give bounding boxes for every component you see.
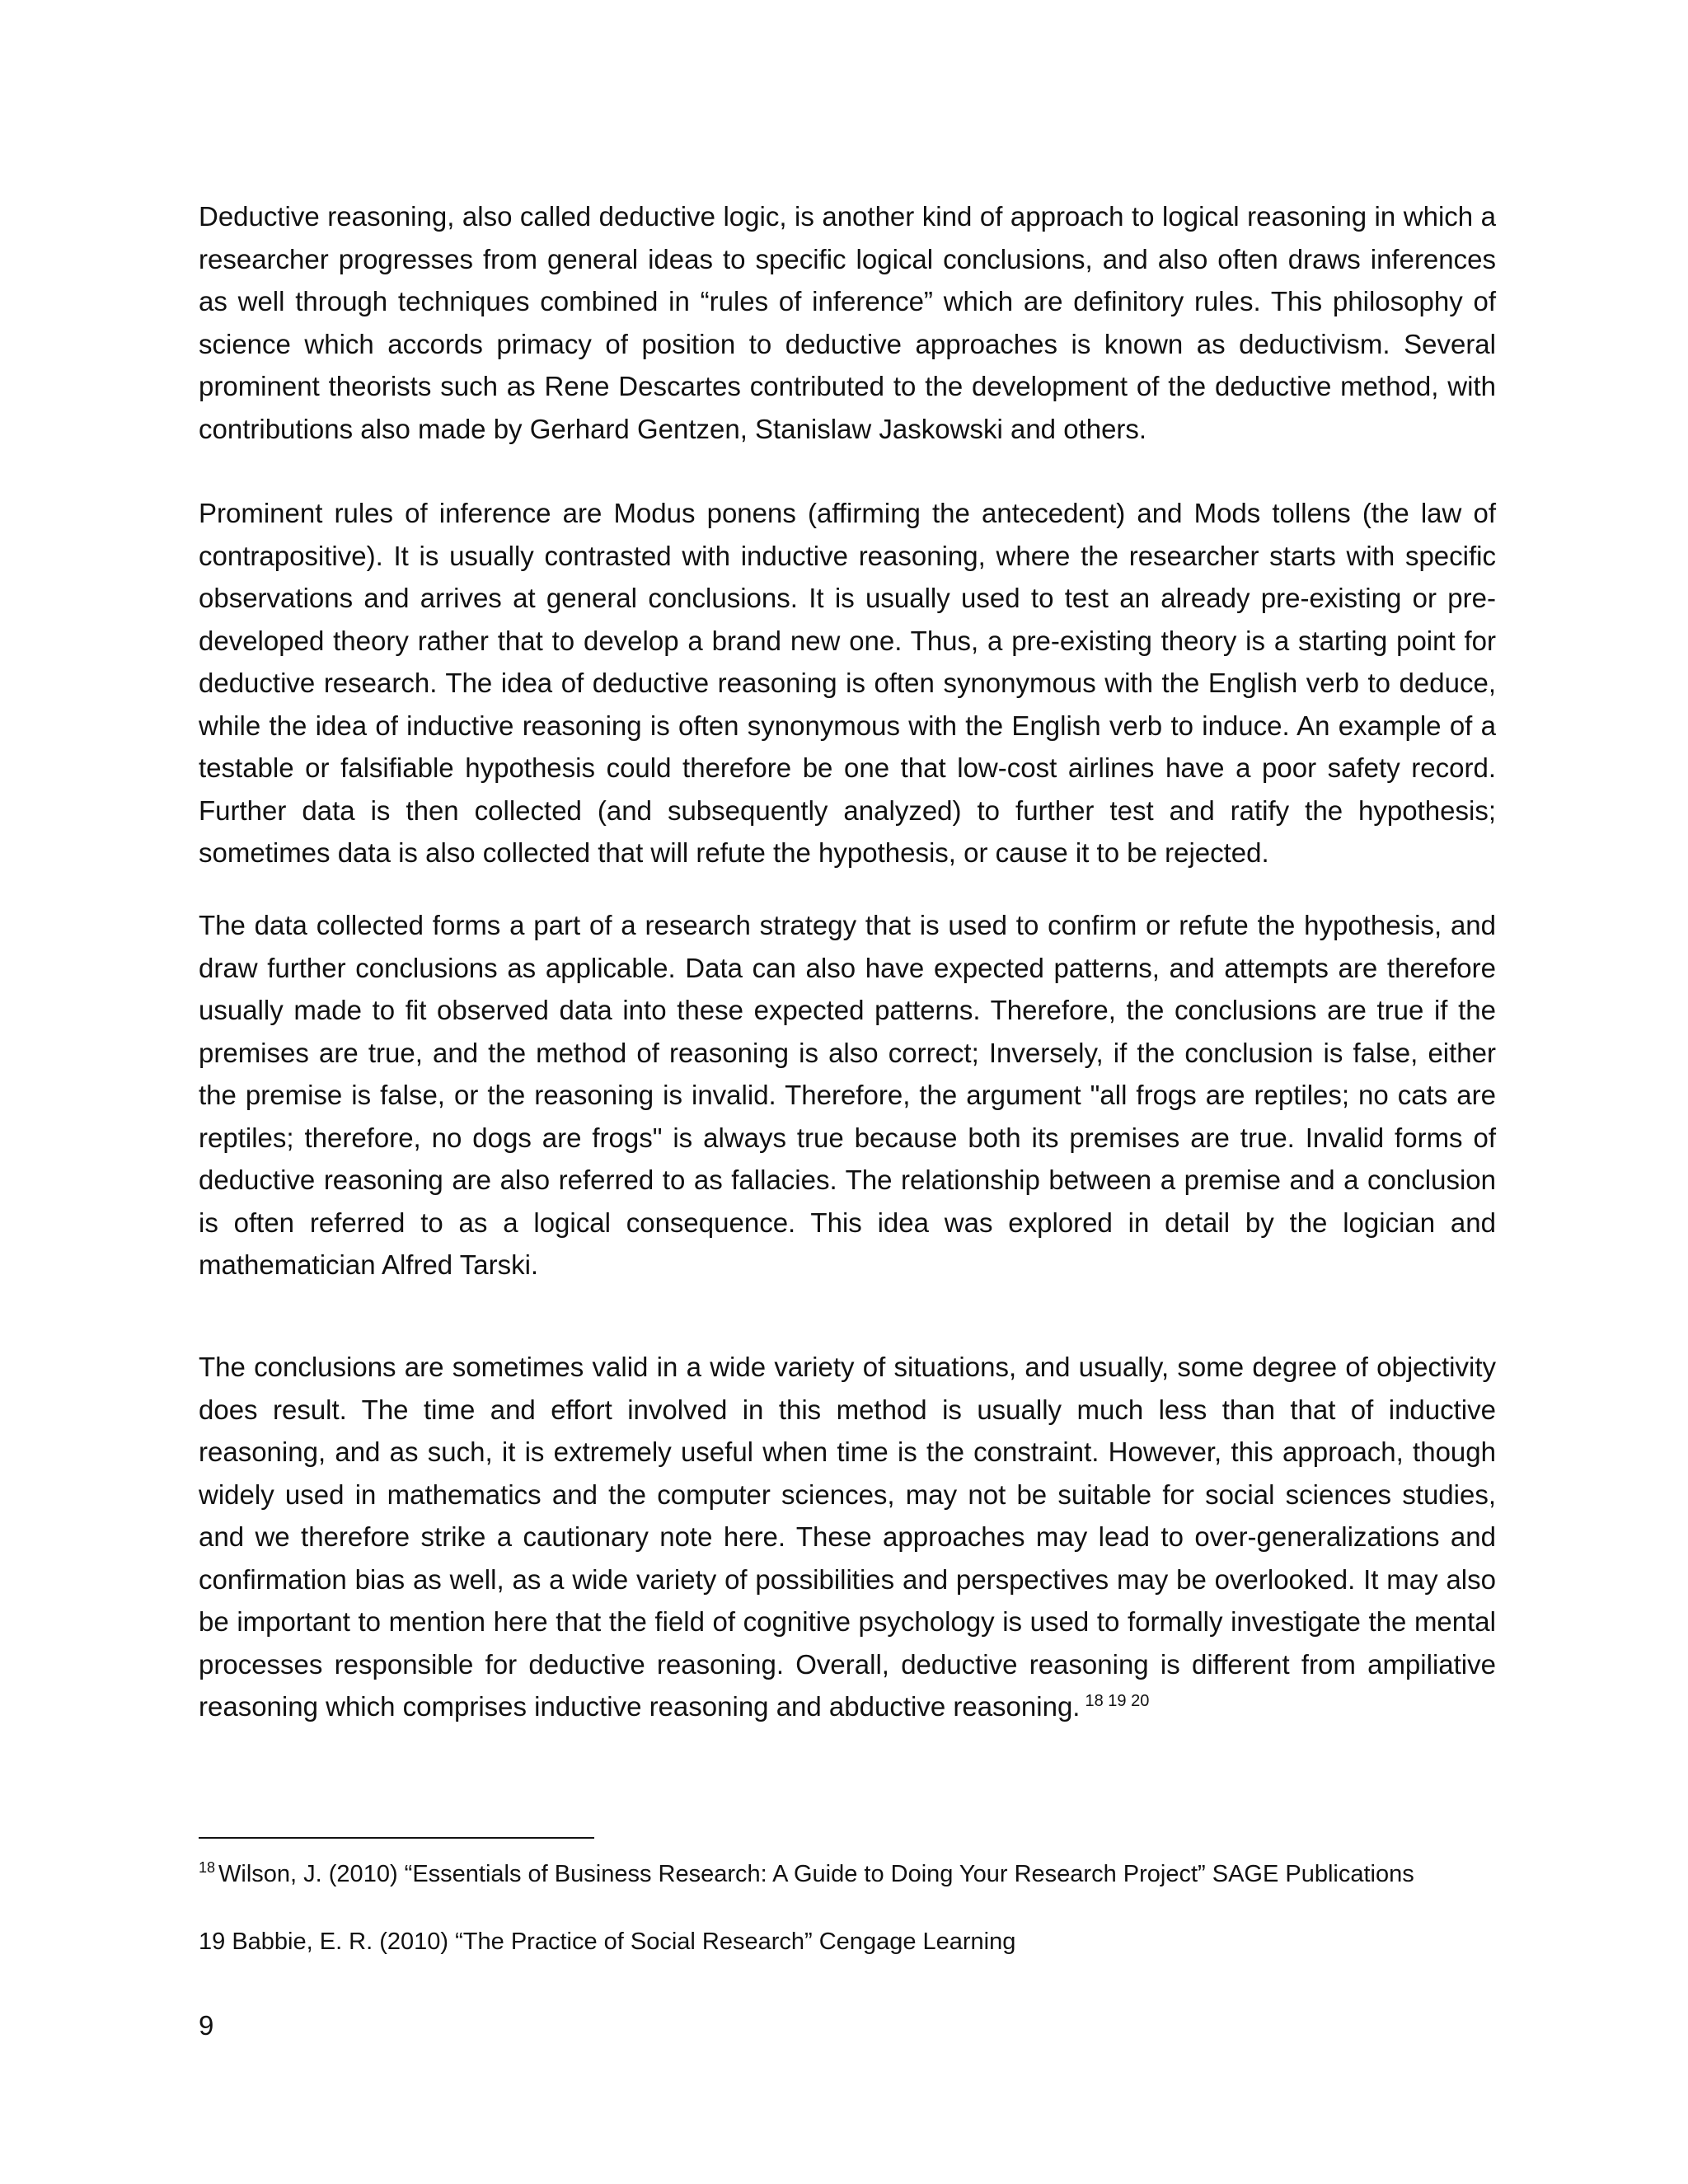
footnote-18-text: Wilson, J. (2010) “Essentials of Business Research: A Guide to Doing Your Research Project” SAGE Publications <box>218 1861 1414 1887</box>
citation-superscripts: 18 19 20 <box>1085 1692 1150 1710</box>
page-number: 9 <box>199 2010 214 2041</box>
body-paragraph-3: The data collected forms a part of a research strategy that is used to confirm or refute the hypothesis, and draw further conclusions as applicable. Data can also have expected patterns, and attempts are therefore usually made to fit observed data into these expected patterns. Therefore, the conclusions are true if the premises are true, and the method of reasoning is also correct; Inversely, if the conclusion is false, either the premise is false, or the reasoning is invalid. Therefore, the argument "all frogs are reptiles; no cats are reptiles; therefore, no dogs are frogs" is always true because both its premises are true. Invalid forms of deductive reasoning are also referred to as fallacies. The relationship between a premise and a conclusion is often referred to as a logical consequence. This idea was explored in detail by the logician and mathematician Alfred Tarski. <box>199 910 1496 1280</box>
body-paragraph-2: Prominent rules of inference are Modus ponens (affirming the antecedent) and Mods tollens (the law of contrapositive). It is usually contrasted with inductive reasoning, where the researcher starts with specific observations and arrives at general conclusions. It is usually used to test an already pre-existing or pre-developed theory rather that to develop a brand new one. Thus, a pre-existing theory is a starting point for deductive research. The idea of deductive reasoning is often synonymous with the English verb to deduce, while the idea of inductive reasoning is often synonymous with the English verb to induce. An example of a testable or falsifiable hypothesis could therefore be one that low-cost airlines have a poor safety record. Further data is then collected (and subsequently analyzed) to further test and ratify the hypothesis; sometimes data is also collected that will refute the hypothesis, or cause it to be rejected. <box>199 498 1496 868</box>
footnote-separator <box>199 1837 594 1839</box>
footnote-18-mark: 18 <box>199 1859 216 1877</box>
body-paragraph-4 <box>199 1346 1496 1728</box>
footnote-18 <box>199 1858 1496 1891</box>
footnote-19: 19 Babbie, E. R. (2010) “The Practice of Social Research” Cengage Learning <box>199 1929 1016 1955</box>
body-paragraph-4-text: The conclusions are sometimes valid in a wide variety of situations, and usually, some degree of objectivity does result. The time and effort involved in this method is usually much less than that of inductive reasoning, and as such, it is extremely useful when time is the constraint. However, this approach, though widely used in mathematics and the computer sciences, may not be suitable for social sciences studies, and we therefore strike a cautionary note here. These approaches may lead to over-generalizations and confirmation bias as well, as a wide variety of possibilities and perspectives may be overlooked. It may also be important to mention here that the field of cognitive psychology is used to formally investigate the mental processes responsible for deductive reasoning. Overall, deductive reasoning is different from ampiliative reasoning which comprises inductive reasoning and abductive reasoning. <box>199 1352 1496 1722</box>
body-paragraph-1: Deductive reasoning, also called deductive logic, is another kind of approach to logical reasoning in which a researcher progresses from general ideas to specific logical conclusions, and also often draws inferences as well through techniques combined in “rules of inference” which are definitory rules. This philosophy of science which accords primacy of position to deductive approaches is known as deductivism. Several prominent theorists such as Rene Descartes contributed to the development of the deductive method, with contributions also made by Gerhard Gentzen, Stanislaw Jaskowski and others. <box>199 201 1496 444</box>
